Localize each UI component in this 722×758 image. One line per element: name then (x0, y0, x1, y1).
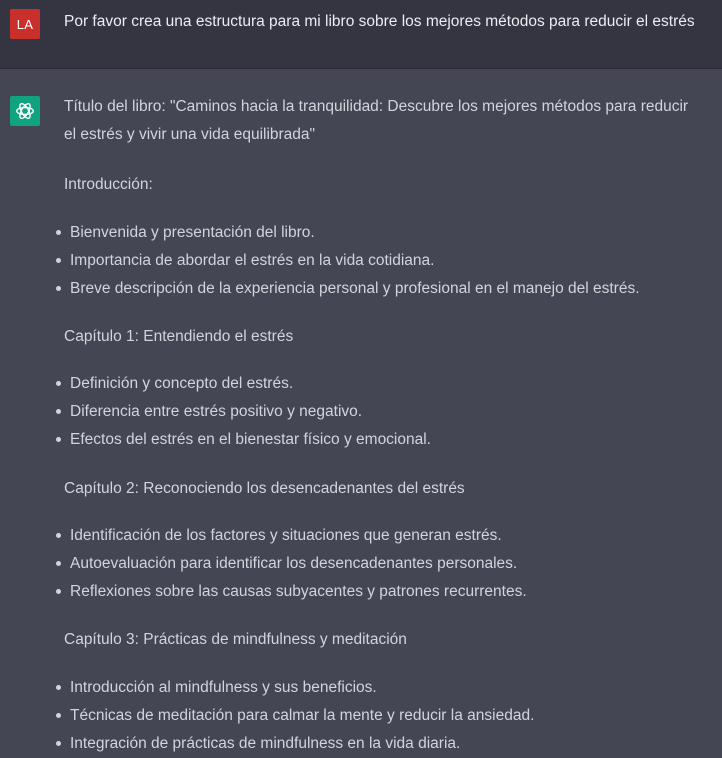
bullet-dot-icon (56, 437, 61, 442)
user-avatar: LA (10, 9, 40, 39)
openai-logo-icon (10, 96, 40, 126)
section-heading-capitulo-2: Capítulo 2: Reconociendo los desencadenantes del estrés (64, 480, 465, 497)
user-message-text: Por favor crea una estructura para mi libro sobre los mejores métodos para reducir el estrés (64, 13, 695, 30)
section-heading-capitulo-1: Capítulo 1: Entendiendo el estrés (64, 328, 294, 345)
bullet-dot-icon (56, 533, 61, 538)
bullet-dot-icon (56, 741, 61, 746)
bullet-dot-icon (56, 258, 61, 263)
section-heading-introduccion: Introducción: (64, 176, 153, 193)
section-heading-capitulo-3: Capítulo 3: Prácticas de mindfulness y meditación (64, 631, 407, 648)
user-message-row (0, 0, 722, 69)
bullet-dot-icon (56, 685, 61, 690)
bullet-dot-icon (56, 381, 61, 386)
bullet-dot-icon (56, 230, 61, 235)
book-title-line-2: el estrés y vivir una vida equilibrada" (64, 126, 316, 143)
assistant-message-row: Título del libro: "Caminos hacia la tranquilidad: Descubre los mejores métodos para reducir el estrés y vivir una vida equilibrada" Introducción: Bienvenida y presentación del libro. Importancia de abordar el estrés en la vida cotidiana. Breve descripción de la experiencia personal y profesional en el manejo del estrés. Capítulo 1: Entendiendo el estrés Definición y concepto del estrés. Diferencia entre estrés positivo y negativo. Efectos del estrés en el bienestar físico y emocional. Capítulo 2: Reconociendo los desencadenantes del estrés Identificación de los factores y situaciones que generan estrés. Autoevaluación para identificar los desencadenantes personales. Reflexiones sobre las causas subyacentes y patrones recurrentes. Capítulo 3: Prácticas de mindfulness y meditación Introducción al mindfulness y sus beneficios. Técnicas de meditación para calmar la mente y reducir la ansiedad. Integración de prácticas de mindfulness en la vida diaria. (0, 69, 722, 757)
bullet-dot-icon (56, 589, 61, 594)
bullet-dot-icon (56, 286, 61, 291)
bullet-dot-icon (56, 409, 61, 414)
bullet-dot-icon (56, 713, 61, 718)
book-title-line-1: Título del libro: "Caminos hacia la tranquilidad: Descubre los mejores métodos para reducir (64, 98, 689, 115)
book-title (64, 93, 714, 149)
bullet-dot-icon (56, 561, 61, 566)
